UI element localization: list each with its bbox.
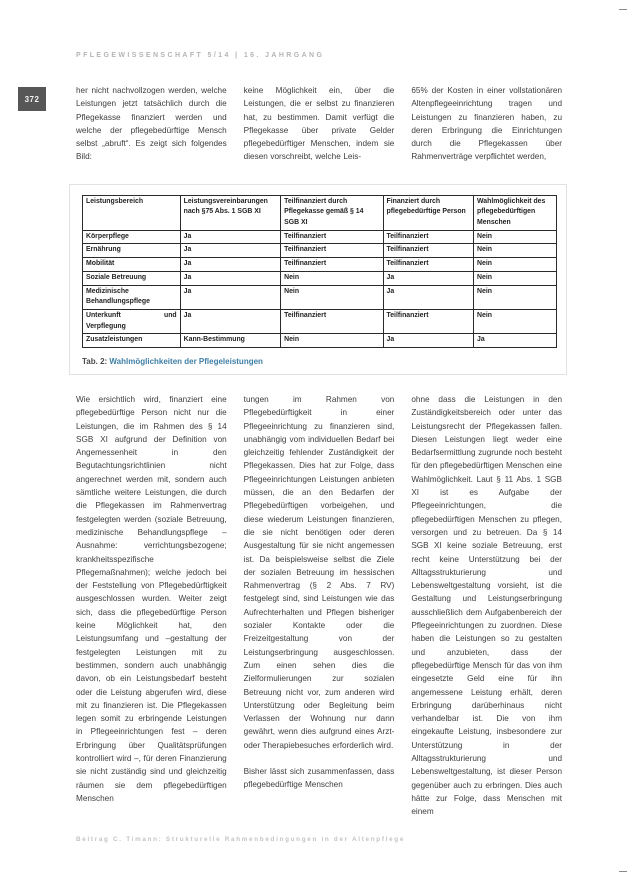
table-caption-label: Tab. 2: [82,357,110,367]
cell: Ja [180,258,280,272]
cell: Ja [383,334,474,348]
table-row [83,310,557,334]
col-header-finanziert-person: Finanziert durch pflegebedürftige Person [383,196,474,231]
table-frame [69,184,567,375]
cell: Teilfinanziert [383,310,474,334]
cell: Ja [180,230,280,244]
cell: Teilfinanziert [383,244,474,258]
body-columns [76,393,562,819]
table-row [83,272,557,286]
body-column-1 [76,393,227,819]
cell: Nein [474,272,557,286]
cell: Ernährung [83,244,181,258]
cell: Nein [281,334,383,348]
intro-paragraph-3: 65% der Kosten in einer vollstationären Altenpflegeeinrichtung tragen und Leistungen zu finanzieren haben, zu deren Erbringung die Einrichtungen durch die Pflegekassen über Rahmenverträge verpflichtet werden, [411,86,563,162]
cell: Nein [474,258,557,272]
running-head: PFLEGEWISSENSCHAFT 5/14 | 16. JAHRGANG [76,52,325,59]
table-header-row [83,196,557,231]
table-row [83,258,557,272]
table-row [83,286,557,310]
page-footer: Beitrag C. Timann: Strukturelle Rahmenbedingungen in der Altenpflege [76,836,406,843]
cell: Nein [474,230,557,244]
cell: Teilfinanziert [281,244,383,258]
cell: Ja [180,272,280,286]
cell: Unterkunft und Verpflegung [83,310,181,334]
cell: Ja [180,244,280,258]
cell: Nein [281,286,383,310]
body-paragraph: Wie ersichtlich wird, finanziert eine pflegebedürftige Person nicht nur die Leistungen, die im Rahmen des § 14 SGB XI aufgrund der Definition von Angemessenheit in den Begutachtungsrichtlinien nicht angerechnet werden mit, sondern auch sämtliche weitere Leistungen, die durch die Pflegekassen im Rahmenvertrag festgelegten werden (soziale Betreuung, medizinische Behandlungspflege – Ausnahme: verrichtungsbezogene; krankheitsspezifische Pflegemaßnahmen); welche jedoch bei der Feststellung von Pflegebedürftigkeit ausgeschlossen wurden. Weiter zeigt sich, dass die pflegebedürftige Person keine Möglichkeit hat, den Leistungsumfang und –gestaltung der festgelegten Leistungen mit zu bestimmen, sondern auch unabhängig davon, ob ein Leistungsbedarf besteht oder die Leistung abgerufen wird, diese mit zu finanzieren ist. Die Pflegekassen legen somit zu erbringende Leistungen in Pflegeeinrichtungen fest – deren Erbringung über Qualitätsprüfungen kontrolliert wird –, für deren Finanzierung sie nicht zuständig sind und gleichzeitig räumen sie dem pflegebedürftigen Menschen [76,395,227,803]
cell: Ja [383,272,474,286]
intro-columns [76,84,562,164]
cell: Ja [180,286,280,310]
body-column-3 [411,393,562,819]
page-number-badge: 372 [18,87,46,111]
intro-column-1 [76,84,227,164]
body-paragraph: tungen im Rahmen von Pflegebedürftigkeit in einer Pflegeeinrichtung zu finanzieren sind, unabhängig vom individuellen Bedarf bei gleichzeitig fehlender Zuständigkeit der Pflegekassen. Dies hat zur Folge, dass Pflegeeinrichtungen Leistungen anbieten müssen, die an den Bedarfen der Pflegebedürftigen vorbeigehen, und diese wiederum Leistungen finanzieren, die sie nicht benötigen oder deren Ausgestaltung für sie nicht angemessen ist. Da beispielsweise selbst die Ziele der sozialen Betreuung im hessischen Rahmenvertrag (§ 2 Abs. 7 RV) festgelegt sind, sind Leistungen wie das Aufrechterhalten und Pflegen bisheriger sozialer Kontakte oder die Freizeitgestaltung von der Leistungserbringung ausgeschlossen. Zum einen sehen dies die Zielformulierungen zur sozialen Betreuung nicht vor, zum anderen wird Unterstützung oder Begleitung beim Verlassen der Wohnung nur dann gewährt, wenn dies aufgrund eines Arzt- oder Therapiebesuches erforderlich wird. [243,395,395,750]
cell: Mobilität [83,258,181,272]
crop-mark-bottom-right [619,871,627,872]
cell: Kann-Bestimmung [180,334,280,348]
intro-paragraph-1: her nicht nachvollzogen werden, welche Leistungen jetzt tatsächlich durch die Pflegekasse finanziert werden und welche der pflegebedürftige Mensch selbst „abruft“. Es zeigt sich folgendes Bild: [76,86,227,162]
cell: Teilfinanziert [281,310,383,334]
cell: Nein [474,310,557,334]
cell: Nein [474,244,557,258]
cell: Ja [474,334,557,348]
cell: Teilfinanziert [383,258,474,272]
intro-column-2 [244,84,395,164]
cell: Teilfinanziert [281,230,383,244]
body-column-2 [244,393,395,819]
body-paragraph: ohne dass die Leistungen in den Zuständigkeitsbereich oder unter das Leistungsrecht der Pflegekassen fallen. Diesen Leistungen liegt weder eine Bedarfsermittlung zugrunde noch besteht für den pflegebedürftigen Menschen eine Wahlmöglichkeit. Laut § 11 Abs. 1 SGB XI ist es Aufgabe der Pflegeeinrichtungen, die pflegebedürftigen Menschen zu pflegen, versorgen und zu betreuen. Da § 14 SGB XI keine soziale Betreuung, erst recht keine Unterstützung bei der Alltagsstrukturierung und Lebensweltgestaltung vorsieht, ist die Gestaltung und Leistungserbringung ausschließlich dem Aufgabenbereich der Pflegeeinrichtungen zu zuordnen. Diese haben die Leistungen so zu gestalten und anzubieten, dass der pflegebedürftige Mensch für das von ihm eingesetzte Geld eine für ihn angemessene Leistung erhält, deren Erbringung darüberhinaus nicht verhandelbar ist. Die von ihm eingekaufte Leistung, insbesondere zur Unterstützung in der Alltagsstrukturierung und Lebensweltgestaltung, ist dieser Person gegenüber auch zu erbringen. Dies auch hätte zur Folge, dass Menschen mit einem [411,395,563,817]
table-row [83,334,557,348]
cell: Nein [281,272,383,286]
cell: Teilfinanziert [383,230,474,244]
cell: Zusatzleistungen [83,334,181,348]
cell: Soziale Betreuung [83,272,181,286]
col-header-wahlmoeglichkeit: Wahlmöglichkeit des pflegebedürftigen Menschen [474,196,557,231]
cell: Teilfinanziert [281,258,383,272]
col-header-teilfinanziert-pflegekasse: Teilfinanziert durch Pflegekasse gemäß § 14 SGB XI [281,196,383,231]
col-header-leistungsbereich: Leistungsbereich [83,196,181,231]
intro-paragraph-2: keine Möglichkeit ein, über die Leistungen, die er selbst zu finanzieren hat, zu bestimmen. Damit verfügt die Pflegekasse über private Gelder pflegebedürftiger Menschen, indem sie diesen vorschreibt, welche Leis- [243,86,395,162]
cell: Ja [180,310,280,334]
crop-mark-top-right [619,9,627,10]
table-row [83,230,557,244]
table-caption-title: Wahlmöglichkeiten der Pflegeleistungen [109,357,263,367]
body-paragraph: Bisher lässt sich zusammenfassen, dass pflegebedürftige Menschen [243,767,395,790]
care-services-table [82,195,557,348]
table-row [83,244,557,258]
intro-column-3 [411,84,562,164]
col-header-leistungsvereinbarungen: Leistungsvereinbarungen nach §75 Abs. 1 SGB XI [180,196,280,231]
cell: Körperpflege [83,230,181,244]
table-caption [82,357,557,366]
cell: Nein [474,286,557,310]
cell: Medizinische Behandlungspflege [83,286,181,310]
cell: Ja [383,286,474,310]
